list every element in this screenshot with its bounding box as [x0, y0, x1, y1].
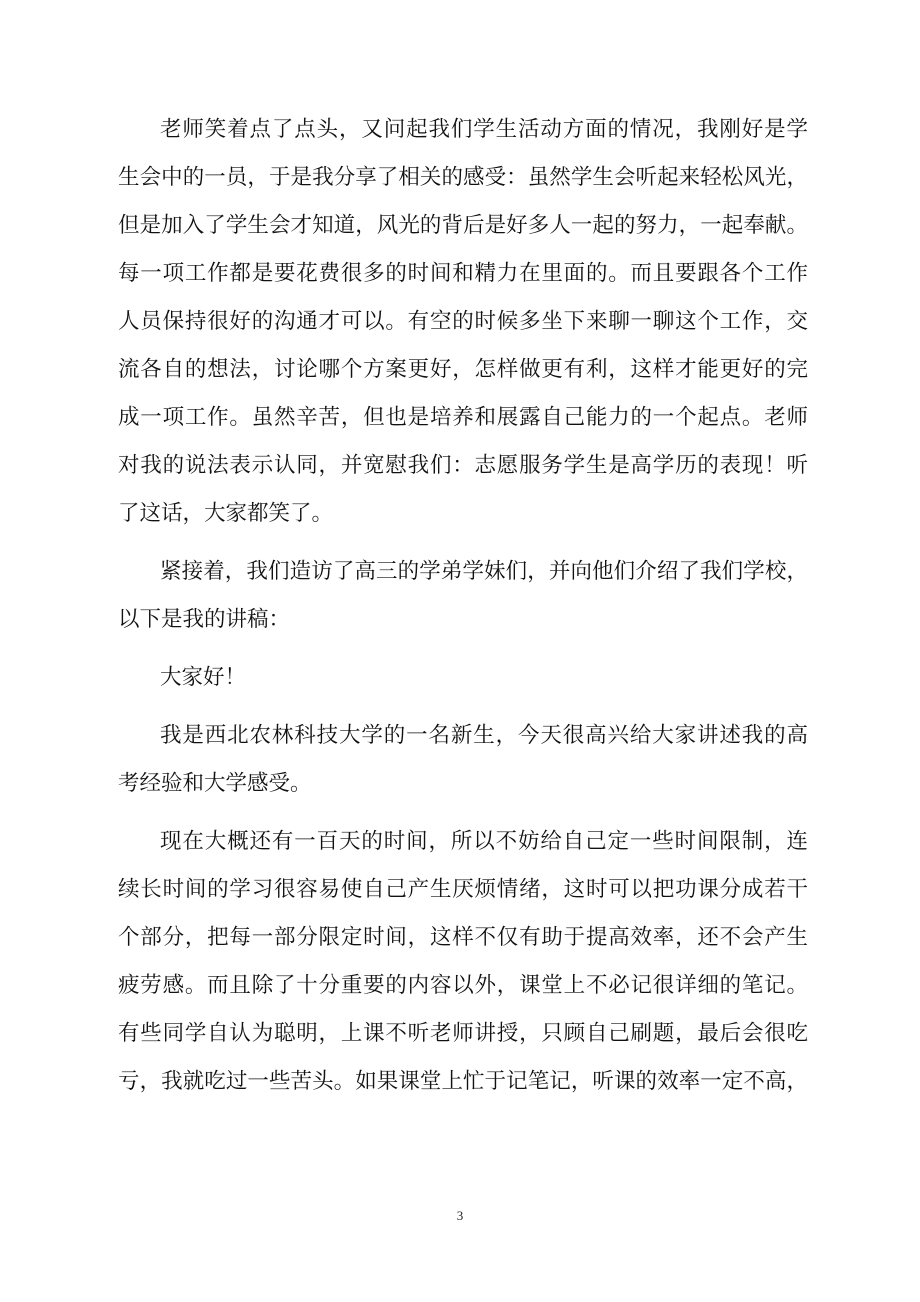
text-line: 对我的说法表示认同，并宽慰我们：志愿服务学生是高学历的表现！听: [118, 453, 808, 478]
text-line: 有些同学自认为聪明，上课不听老师讲授，只顾自己刷题，最后会很吃: [118, 1021, 808, 1046]
text-line: 以下是我的讲稿：: [118, 607, 291, 632]
text-line: 老师笑着点了点头，又问起我们学生活动方面的情况，我刚好是学: [160, 117, 808, 142]
page-number: 3: [456, 1208, 464, 1223]
text-line: 但是加入了学生会才知道，风光的背后是好多人一起的努力，一起奉献。: [118, 213, 808, 238]
text-line: 人员保持很好的沟通才可以。有空的时候多坐下来聊一聊这个工作，交: [118, 309, 808, 334]
text-line: 大家好！: [160, 665, 247, 690]
text-line: 生会中的一员，于是我分享了相关的感受：虽然学生会听起来轻松风光，: [118, 165, 808, 190]
text-line: 疲劳感。而且除了十分重要的内容以外，课堂上不必记很详细的笔记。: [118, 973, 808, 998]
text-line: 了这话，大家都笑了。: [118, 501, 334, 526]
text-line: 每一项工作都是要花费很多的时间和精力在里面的。而且要跟各个工作: [118, 261, 808, 286]
text-line: 流各自的想法，讨论哪个方案更好，怎样做更有利，这样才能更好的完: [118, 357, 808, 382]
text-line: 考经验和大学感受。: [118, 771, 312, 796]
text-line: 亏，我就吃过一些苦头。如果课堂上忙于记笔记，听课的效率一定不高，: [118, 1069, 808, 1094]
text-line: 现在大概还有一百天的时间，所以不妨给自己定一些时间限制，连: [160, 829, 808, 854]
text-line: 我是西北农林科技大学的一名新生，今天很高兴给大家讲述我的高: [160, 723, 808, 748]
text-line: 续长时间的学习很容易使自己产生厌烦情绪，这时可以把功课分成若干: [118, 877, 808, 902]
text-line: 个部分，把每一部分限定时间，这样不仅有助于提高效率，还不会产生: [118, 925, 808, 950]
text-line: 紧接着，我们造访了高三的学弟学妹们，并向他们介绍了我们学校，: [160, 559, 808, 584]
text-line: 成一项工作。虽然辛苦，但也是培养和展露自己能力的一个起点。老师: [118, 405, 808, 430]
